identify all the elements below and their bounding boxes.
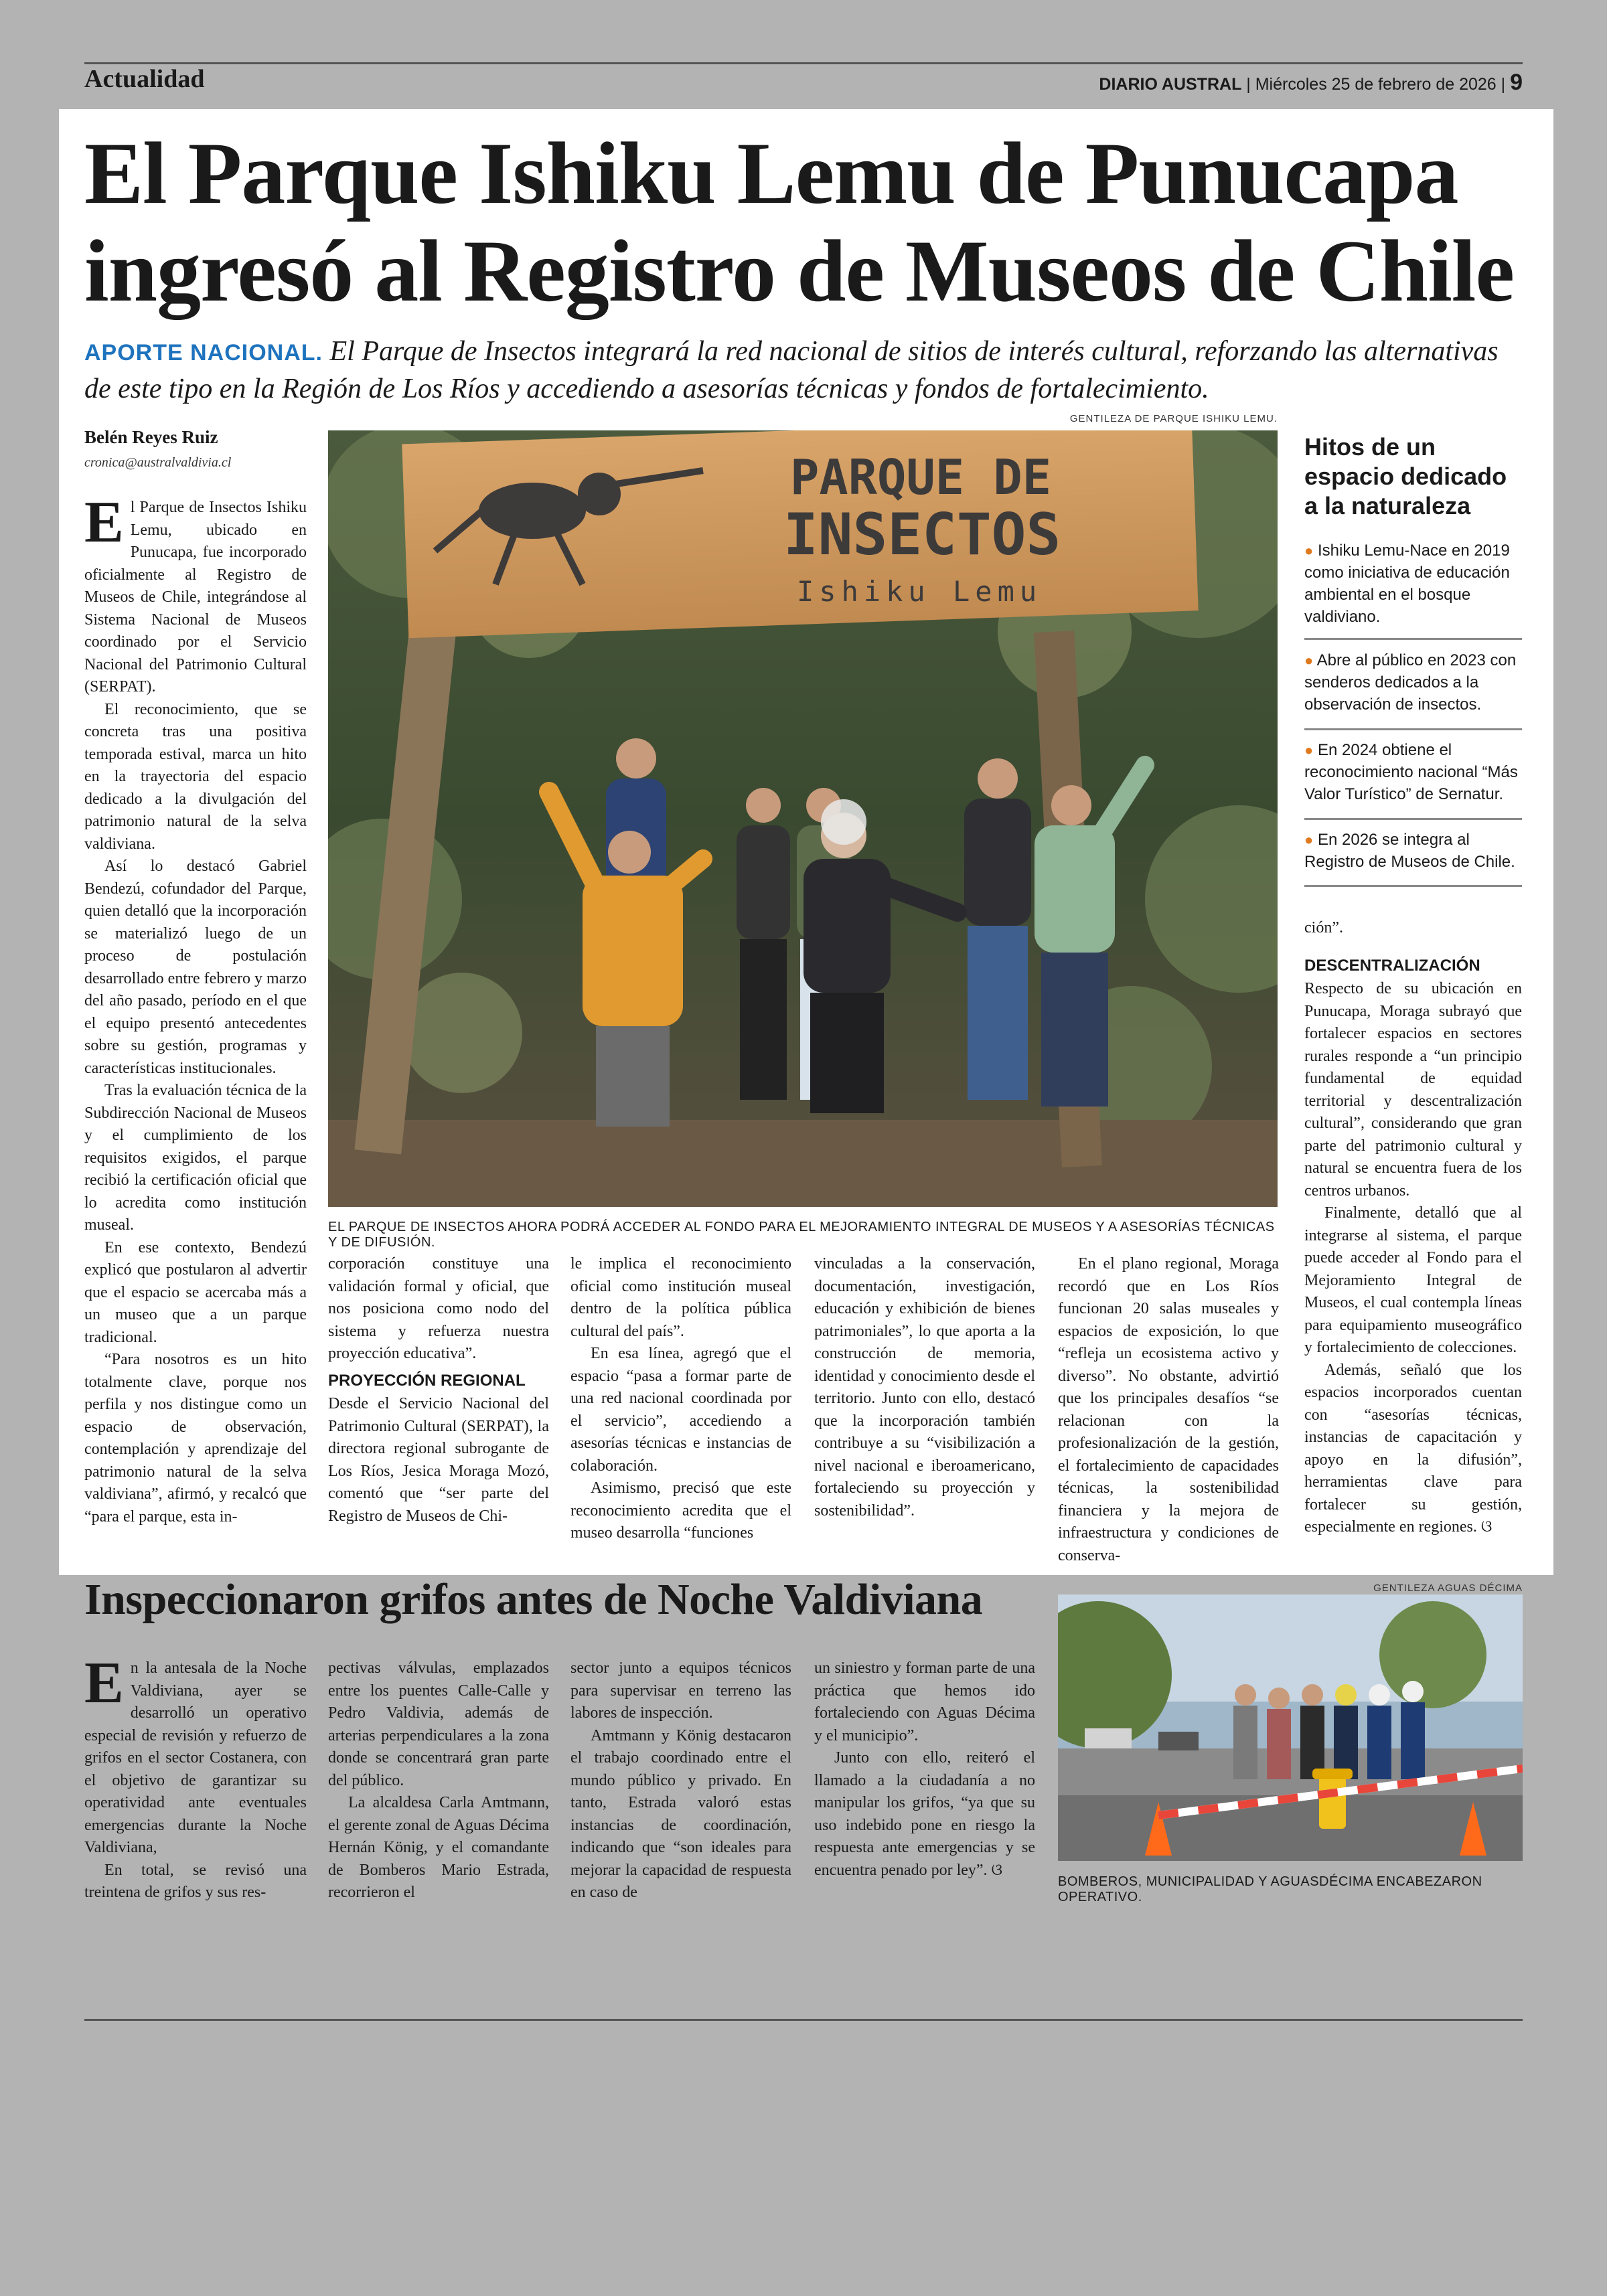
issue-date: Miércoles 25 de febrero de 2026: [1255, 75, 1497, 94]
article-column-2: [328, 1253, 549, 1528]
article2-column-3: [570, 1657, 791, 1904]
paragraph: Así lo destacó Gabriel Bendezú, cofundador del Parque, quien detalló que la incorporación se materializó luego de un proceso de postulación desarrollado entre febrero y marzo del año pasado, período en el que el equipo presentó antecedentes sobre su gestión, programas y características institucionales.: [84, 857, 307, 1077]
deck-text: El Parque de Insectos integrará la red nacional de sitios de interés cultural, reforzando las alternativas de este tipo en la Región de Los Ríos y accediendo a asesorías técnicas y fondos de fortalecimiento.: [84, 336, 1499, 404]
paragraph-text: Junto con ello, reiteró el llamado a la ciudadanía a no manipular los grifos, “ya que su uso indebido pone en riesgo la respuesta ante emergencias y se encuentra penado por ley”.: [814, 1749, 1035, 1879]
paragraph-text: Además, señaló que los espacios incorporados cuentan con “asesorías técnicas, instancias de capacitación y apoyo en la difusión”, herramientas clave para fortalecer su gestión, especialmente en regiones.: [1304, 1361, 1522, 1536]
paragraph: pectivas válvulas, emplazados entre los puentes Calle-Calle y Pedro Valdivia, además de arterias perpendiculares a la zona donde se concentrará gran parte del público.: [328, 1659, 549, 1789]
article-column-6: [1304, 917, 1522, 1539]
main-photo: [328, 430, 1278, 1207]
sidebar-item-text: Abre al público en 2023 con senderos dedicados a la observación de insectos.: [1304, 651, 1517, 714]
bullet-icon: ●: [1304, 742, 1314, 758]
hydrant-inspection-photo: [1058, 1594, 1523, 1861]
drop-cap: E: [84, 490, 124, 555]
paragraph: “Para nosotros es un hito totalmente clave, porque nos perfila y nos distingue como un espacio de observación, contemplación y aprendizaje del patrimonio natural de la selva valdiviana”, afirmó, y recalcó que “para el parque, esta in-: [84, 1351, 307, 1526]
sidebar-item-text: En 2026 se integra al Registro de Museos de Chile.: [1304, 831, 1515, 871]
photo-credit-2: GENTILEZA AGUAS DÉCIMA: [1373, 1582, 1523, 1594]
end-mark-icon: ଓ: [1480, 1518, 1493, 1536]
article2-column-4: [814, 1657, 1035, 1882]
sidebar-item: [1304, 649, 1522, 716]
paragraph: Desde el Servicio Nacional del Patrimonio Cultural (SERPAT), la directora regional subrogante de Los Ríos, Jesica Moraga Mozó, comentó que “ser parte del Registro de Museos de Chi-: [328, 1395, 549, 1525]
headline-2: Inspeccionaron grifos antes de Noche Valdiviana: [84, 1575, 983, 1624]
byline: Belén Reyes Ruiz: [84, 427, 218, 447]
paragraph: En total, se revisó una treintena de grifos y sus res-: [84, 1861, 307, 1901]
article-column-5: [1058, 1253, 1279, 1567]
folio: DIARIO AUSTRAL | Miércoles 25 de febrero de 2026 | 9: [1099, 70, 1523, 95]
bullet-icon: ●: [1304, 542, 1314, 559]
paragraph: Amtmann y König destacaron el trabajo coordinado entre el mundo público y privado. En tanto, Estrada valoró estas instancias de coordinación, indicando que “son ideales para mejorar la capacidad de respuesta en caso de: [570, 1726, 791, 1901]
article-column-4: [814, 1253, 1035, 1522]
paragraph: le implica el reconocimiento oficial como institución museal dentro de la política pública cultural del país”.: [570, 1255, 791, 1340]
author-email: cronica@australvaldivia.cl: [84, 455, 232, 470]
article2-column-2: [328, 1657, 549, 1904]
paragraph: [814, 1747, 1035, 1882]
paragraph: vinculadas a la conservación, documentación, investigación, educación y exhibición de bienes patrimoniales”, lo que aporta a la construcción de memoria, identidad y conocimiento desde el territorio. Junto con ello, destacó que la incorporación también contribuye a su “visibilización a nivel nacional e iberoamericano, fortaleciendo su proyección y sostenibilidad”.: [814, 1255, 1035, 1520]
paragraph: En ese contexto, Bendezú explicó que postularon al advertir que el espacio se acercaba más a un museo que a un parque tradicional.: [84, 1238, 307, 1346]
section-label: Actualidad: [84, 65, 205, 93]
hydrant-photo: [1058, 1594, 1523, 1861]
article2-column-1: [84, 1651, 307, 1904]
sign-line-2: INSECTOS: [783, 501, 1061, 568]
sidebar-divider: [1304, 638, 1522, 640]
paragraph: Asimismo, precisó que este reconocimiento acredita que el museo desarrolla “funciones: [570, 1479, 791, 1542]
newspaper-name: DIARIO AUSTRAL: [1099, 75, 1242, 94]
subhead-descentralizacion: DESCENTRALIZACIÓN: [1304, 956, 1480, 975]
photo-credit: GENTILEZA DE PARQUE ISHIKU LEMU.: [1069, 413, 1278, 424]
paragraph: El reconocimiento, que se concreta tras una positiva temporada estival, marca un hito en la trayectoria del espacio dedicado a la divulgación del patrimonio natural de la selva valdiviana.: [84, 700, 307, 853]
sign-line-1: PARQUE DE: [790, 449, 1052, 505]
article-column-3: [570, 1253, 791, 1545]
sidebar-item: [1304, 540, 1522, 628]
top-rule: [84, 62, 1523, 64]
sign-line-3: Ishiku Lemu: [797, 575, 1043, 608]
article-column-1: [84, 490, 307, 1528]
sidebar-title: Hitos de un espacio dedicado a la naturaleza: [1304, 433, 1507, 519]
forest-group-photo: [328, 430, 1278, 1207]
headline: El Parque Ishiku Lemu de Punucapa ingresó al Registro de Museos de Chile: [84, 124, 1515, 320]
bullet-icon: ●: [1304, 831, 1314, 848]
paragraph: n la antesala de la Noche Valdiviana, ayer se desarrolló un operativo especial de revisión y refuerzo de grifos en el sector Costanera, con el objetivo de garantizar su operatividad ante eventuales emergencias durante la Noche Valdiviana,: [84, 1659, 307, 1856]
page-number: 9: [1510, 70, 1523, 95]
sidebar-item-text: En 2024 obtiene el reconocimiento nacional “Más Valor Turístico” de Sernatur.: [1304, 741, 1518, 803]
paragraph: sector junto a equipos técnicos para supervisar en terreno las labores de inspección.: [570, 1659, 791, 1722]
paragraph: [1304, 1360, 1522, 1539]
paragraph: Finalmente, detalló que al integrarse al sistema, el parque puede acceder al Fondo para el Mejoramiento Integral de Museos, el cual contempla líneas para equipamiento museográfico y fortalecimiento de colecciones.: [1304, 1204, 1522, 1356]
photo-caption-2: BOMBEROS, MUNICIPALIDAD Y AGUASDÉCIMA ENCABEZARON OPERATIVO.: [1058, 1874, 1482, 1904]
paragraph: ción”.: [1304, 919, 1343, 936]
kicker: APORTE NACIONAL.: [84, 340, 323, 365]
sidebar-divider: [1304, 728, 1522, 730]
bottom-rule: [84, 2019, 1523, 2021]
sidebar-divider: [1304, 885, 1522, 887]
paragraph: Respecto de su ubicación en Punucapa, Moraga subrayó que fortalecer espacios en sectores rurales responde a “un principio fundamental de equidad territorial y descentralización cultural”, considerando que gran parte del patrimonio cultural y natural se encuentra fuera de los centros urbanos.: [1304, 980, 1522, 1200]
end-mark-icon: ଓ: [991, 1861, 1003, 1879]
paragraph: Tras la evaluación técnica de la Subdirección Nacional de Museos y el cumplimiento de los requisitos exigidos, el parque recibió la certificación oficial que lo acredita como institución museal.: [84, 1082, 307, 1234]
drop-cap: E: [84, 1651, 124, 1716]
sidebar-divider: [1304, 818, 1522, 820]
deck: [84, 333, 1511, 407]
paragraph: corporación constituye una validación formal y oficial, que nos posiciona como nodo del sistema y refuerza nuestra proyección educativa”.: [328, 1255, 549, 1362]
paragraph: un siniestro y forman parte de una práctica que hemos ido fortaleciendo con Aguas Décima y el municipio”.: [814, 1659, 1035, 1744]
sidebar-item: [1304, 739, 1522, 805]
paragraph: En el plano regional, Moraga recordó que en Los Ríos funcionan 20 salas museales y espacios de exposición, lo que “refleja un ecosistema activo y diverso”. No obstante, advirtió que los principales desafíos “se relacionan con la profesionalización de la gestión, el fortalecimiento de capacidades técnicas, la sostenibilidad financiera y la mejora de infraestructura y condiciones de conserva-: [1058, 1255, 1279, 1564]
paragraph: En esa línea, agregó que el espacio “pasa a formar parte de una red nacional coordinada por el servicio”, accediendo a asesorías técnicas e instancias de colaboración.: [570, 1345, 791, 1475]
paragraph: La alcaldesa Carla Amtmann, el gerente zonal de Aguas Décima Hernán König, y el comandante de Bomberos Mario Estrada, recorrieron el: [328, 1794, 549, 1901]
sidebar-item-text: Ishiku Lemu-Nace en 2019 como iniciativa de educación ambiental en el bosque valdiviano.: [1304, 542, 1510, 626]
bullet-icon: ●: [1304, 652, 1314, 669]
photo-caption: EL PARQUE DE INSECTOS AHORA PODRÁ ACCEDER AL FONDO PARA EL MEJORAMIENTO INTEGRAL DE MUSEOS Y A ASESORÍAS TÉCNICAS Y DE DIFUSIÓN.: [328, 1220, 1275, 1250]
sidebar-item: [1304, 829, 1522, 873]
subhead-proyeccion: PROYECCIÓN REGIONAL: [328, 1371, 526, 1390]
paragraph: l Parque de Insectos Ishiku Lemu, ubicado en Punucapa, fue incorporado oficialmente al Registro de Museos de Chile, integrándose al Sistema Nacional de Museos coordinado por el Servicio Nacional del Patrimonio Cultural (SERPAT).: [84, 499, 307, 695]
